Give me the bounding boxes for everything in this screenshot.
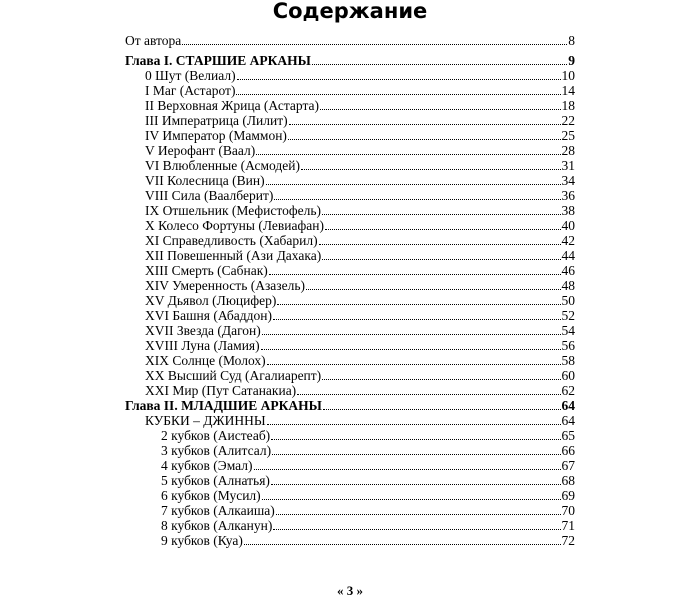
toc-entry-row: [125, 413, 575, 428]
toc-page-number: 69: [561, 488, 575, 503]
toc-entry-label: 2 кубков (Аистеаб): [161, 428, 271, 443]
toc-entry-label: VI Влюбленные (Асмодей): [145, 158, 300, 173]
toc-page-number: 14: [561, 83, 575, 98]
toc-page-number: 10: [561, 68, 575, 83]
dot-leader: [269, 263, 561, 275]
toc-entry-label: VIII Сила (Ваалберит): [145, 188, 274, 203]
toc-entry-row: [125, 278, 575, 293]
dot-leader: [254, 458, 561, 470]
dot-leader: [323, 398, 561, 410]
toc-entry-row: [125, 173, 575, 188]
toc-page-number: 34: [561, 173, 575, 188]
toc-entry-label: Глава I. СТАРШИЕ АРКАНЫ: [125, 53, 311, 68]
toc-page-number: 72: [561, 533, 575, 548]
toc-entry-row: [125, 83, 575, 98]
toc-entry-row: [125, 293, 575, 308]
toc-entry-row: [125, 443, 575, 458]
toc-entry-row: [125, 188, 575, 203]
toc-entry-row: [125, 158, 575, 173]
dot-leader: [325, 218, 561, 230]
toc-entry-row: [125, 368, 575, 383]
toc-page-number: 50: [561, 293, 575, 308]
toc-page-number: 28: [561, 143, 575, 158]
toc-page-number: 8: [568, 33, 575, 48]
toc-entry-label: XX Высший Суд (Агалиарепт): [145, 368, 322, 383]
toc-entry-row: [125, 218, 575, 233]
toc-entry-row: [125, 68, 575, 83]
toc-entry-label: X Колесо Фортуны (Левиафан): [145, 218, 324, 233]
toc-page-number: 67: [561, 458, 575, 473]
toc-entry-row: [125, 128, 575, 143]
toc-entry-label: 3 кубков (Алитсал): [161, 443, 272, 458]
dot-leader: [182, 33, 567, 45]
toc-page-number: 66: [561, 443, 575, 458]
toc-entry-row: [125, 338, 575, 353]
toc-entry-label: XIII Смерть (Сабнак): [145, 263, 268, 278]
toc-page-number: 71: [561, 518, 575, 533]
dot-leader: [267, 413, 561, 425]
toc-entry-label: 6 кубков (Мусил): [161, 488, 261, 503]
toc-entry-label: VII Колесница (Вин): [145, 173, 265, 188]
dot-leader: [271, 428, 560, 440]
toc-page-number: 58: [561, 353, 575, 368]
dot-leader: [312, 53, 567, 65]
toc-entry-row: [125, 533, 575, 548]
toc-entry-row: [125, 98, 575, 113]
toc-page-number: 40: [561, 218, 575, 233]
dot-leader: [237, 68, 561, 80]
toc-entry-label: II Верховная Жрица (Астарта): [145, 98, 320, 113]
dot-leader: [277, 293, 560, 305]
table-of-contents: [125, 33, 575, 548]
toc-entry-label: КУБКИ – ДЖИННЫ: [145, 413, 266, 428]
dot-leader: [244, 533, 561, 545]
toc-page-number: 56: [561, 338, 575, 353]
toc-entry-label: I Маг (Астарот): [145, 83, 236, 98]
dot-leader: [273, 518, 560, 530]
dot-leader: [306, 278, 560, 290]
toc-entry-row: [125, 473, 575, 488]
toc-entry-label: IV Император (Маммон): [145, 128, 287, 143]
toc-entry-label: 4 кубков (Эмал): [161, 458, 253, 473]
toc-page-number: 46: [561, 263, 575, 278]
toc-entry-row: [125, 263, 575, 278]
toc-page-number: 64: [561, 398, 575, 413]
toc-page-number: 44: [561, 248, 575, 263]
toc-entry-row: [125, 308, 575, 323]
dot-leader: [262, 323, 561, 335]
toc-chapter-row: [125, 53, 575, 68]
toc-entry-label: XVIII Луна (Ламия): [145, 338, 260, 353]
dot-leader: [267, 353, 561, 365]
toc-entry-label: 0 Шут (Велиал): [145, 68, 236, 83]
dot-leader: [289, 113, 561, 125]
toc-entry-label: III Императрица (Лилит): [145, 113, 288, 128]
toc-entry-label: 9 кубков (Куа): [161, 533, 243, 548]
toc-page-number: 25: [561, 128, 575, 143]
page-number: « 3 »: [337, 583, 363, 598]
toc-page-number: 65: [561, 428, 575, 443]
toc-entry-row: [125, 458, 575, 473]
dot-leader: [236, 83, 560, 95]
dot-leader: [319, 233, 561, 245]
dot-leader: [276, 503, 561, 515]
dot-leader: [274, 188, 560, 200]
dot-leader: [322, 248, 560, 260]
toc-chapter-row: [125, 398, 575, 413]
toc-page-number: 54: [561, 323, 575, 338]
toc-page-number: 60: [561, 368, 575, 383]
toc-page-number: 70: [561, 503, 575, 518]
toc-entry-label: 7 кубков (Алкаиша): [161, 503, 275, 518]
toc-entry-label: XVII Звезда (Дагон): [145, 323, 261, 338]
toc-page-number: 42: [561, 233, 575, 248]
toc-entry-row: [125, 323, 575, 338]
dot-leader: [262, 488, 561, 500]
toc-entry-row: [125, 488, 575, 503]
dot-leader: [322, 203, 561, 215]
toc-entry-row: [125, 203, 575, 218]
toc-entry-row: [125, 353, 575, 368]
dot-leader: [273, 308, 561, 320]
dot-leader: [256, 143, 560, 155]
toc-entry-label: 8 кубков (Алканун): [161, 518, 273, 533]
toc-entry-label: От автора: [125, 33, 182, 48]
toc-entry-row: [125, 113, 575, 128]
toc-page-number: 22: [561, 113, 575, 128]
toc-entry-label: XIV Умеренность (Азазель): [145, 278, 306, 293]
toc-entry-label: XI Справедливость (Хабарил): [145, 233, 318, 248]
toc-page-number: 52: [561, 308, 575, 323]
dot-leader: [271, 473, 561, 485]
toc-page-number: 64: [561, 413, 575, 428]
toc-entry-label: XV Дьявол (Люцифер): [145, 293, 277, 308]
toc-entry-label: Глава II. МЛАДШИЕ АРКАНЫ: [125, 398, 322, 413]
toc-page-number: 62: [561, 383, 575, 398]
toc-entry-row: [125, 518, 575, 533]
toc-entry-row: [125, 503, 575, 518]
dot-leader: [266, 173, 561, 185]
dot-leader: [297, 383, 560, 395]
toc-entry-label: XXI Мир (Пут Сатанакиа): [145, 383, 297, 398]
toc-author-row: [125, 33, 575, 53]
toc-entry-label: V Иерофант (Ваал): [145, 143, 256, 158]
toc-page-number: 18: [561, 98, 575, 113]
dot-leader: [320, 98, 560, 110]
dot-leader: [288, 128, 561, 140]
page-title: Содержание: [272, 0, 428, 23]
toc-page-number: 48: [561, 278, 575, 293]
toc-entry-label: 5 кубков (Алнатья): [161, 473, 270, 488]
toc-entry-row: [125, 248, 575, 263]
dot-leader: [322, 368, 560, 380]
toc-entry-label: XIX Солнце (Молох): [145, 353, 266, 368]
dot-leader: [261, 338, 561, 350]
dot-leader: [301, 158, 561, 170]
toc-entry-row: [125, 428, 575, 443]
toc-entry-row: [125, 383, 575, 398]
toc-entry-label: IX Отшельник (Мефистофель): [145, 203, 321, 218]
toc-page-number: 38: [561, 203, 575, 218]
toc-page-number: 68: [561, 473, 575, 488]
dot-leader: [272, 443, 560, 455]
toc-page-number: 31: [561, 158, 575, 173]
toc-entry-label: XVI Башня (Абаддон): [145, 308, 272, 323]
toc-entry-row: [125, 143, 575, 158]
toc-entry-row: [125, 233, 575, 248]
toc-page-number: 9: [568, 53, 575, 68]
toc-page-number: 36: [561, 188, 575, 203]
toc-entry-label: XII Повешенный (Ази Дахака): [145, 248, 322, 263]
